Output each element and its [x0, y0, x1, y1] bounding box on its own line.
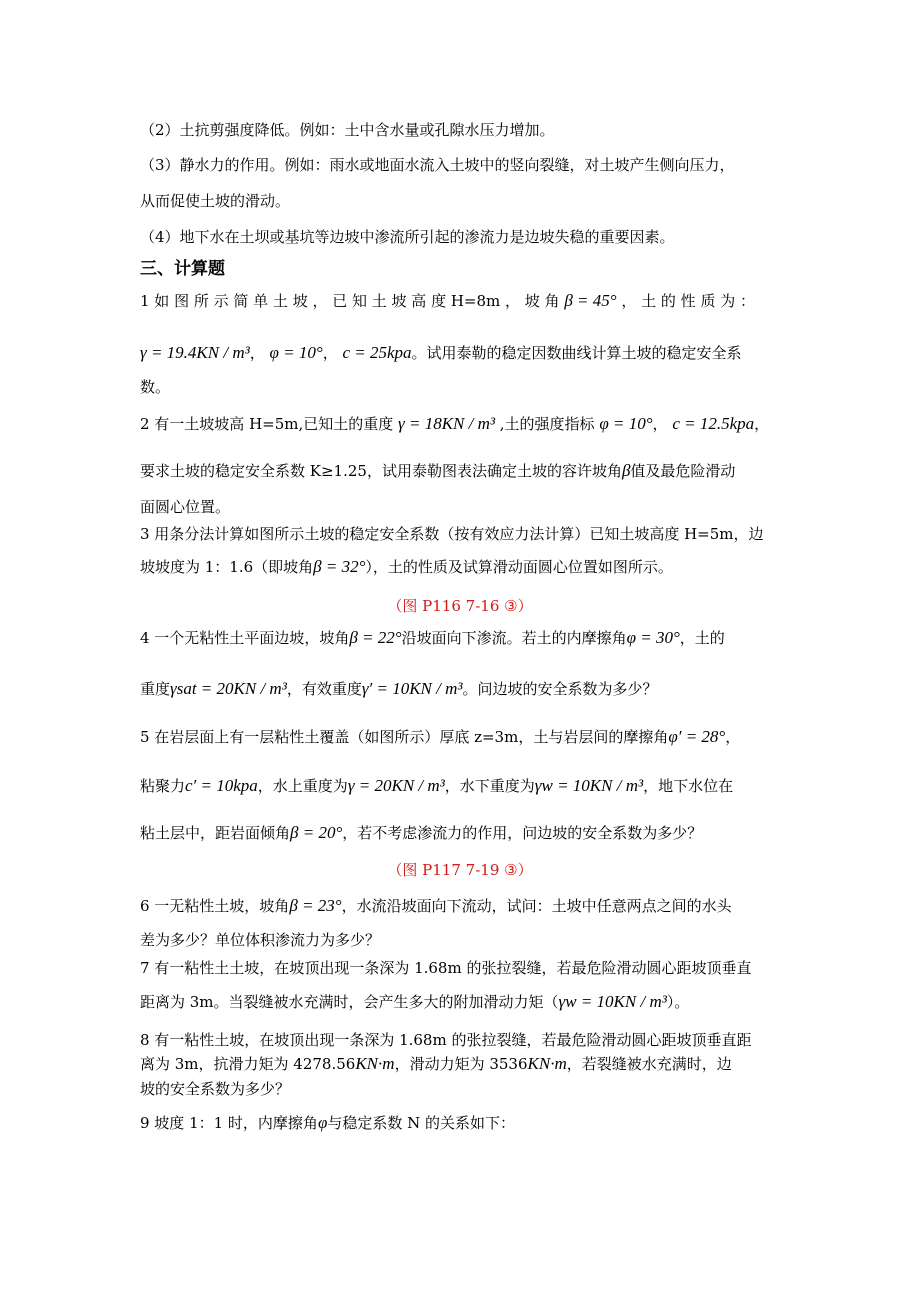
paragraph-3-line-2: 从而促使土坡的滑动。 — [140, 192, 291, 210]
q2-text-2: ,土的强度指标 — [499, 415, 595, 433]
q1-line-3: 数。 — [140, 378, 171, 396]
q2-phi: φ = 10° — [599, 414, 653, 433]
q2-text-1: 2 有一土坡坡高 H=5m,已知土的重度 — [140, 415, 394, 433]
q5-text-6: 粘土层中，距岩面倾角 — [140, 824, 291, 842]
q8-text-2: ，滑动力矩为 3536 — [394, 1055, 528, 1073]
q6-text-1: 6 一无粘性土坡，坡角 — [140, 897, 290, 915]
q4-gamma-sat: γsat = 20KN / m³ — [170, 679, 287, 698]
q3-line-2 — [140, 557, 673, 577]
q7-line-1: 7 有一粘性土土坡，在坡顶出现一条深为 1.68m 的张拉裂缝，若最危险滑动圆心距坡顶垂直 — [140, 959, 752, 977]
q5-text-2: 粘聚力 — [140, 777, 186, 795]
q8-line-2 — [140, 1054, 732, 1074]
q7-gamma-w: γw = 10KN / m³ — [558, 992, 667, 1011]
q8-unit-2: KN·m — [527, 1054, 567, 1073]
q5-line-2 — [140, 776, 733, 796]
q4-text-5: ，有效重度 — [286, 680, 362, 698]
paragraph-4: （4）地下水在土坝或基坑等边坡中渗流所引起的渗流力是边坡失稳的重要因素。 — [140, 228, 675, 246]
q8-line-1: 8 有一粘性土坡，在坡顶出现一条深为 1.68m 的张拉裂缝，若最危险滑动圆心距坡顶垂直距 — [140, 1031, 752, 1049]
q1-text-2: ， 土 的 性 质 为 ： — [621, 292, 755, 310]
q7-text-1: 距离为 3m。当裂缝被水充满时，会产生多大的附加滑动力矩（ — [140, 993, 559, 1011]
q3-beta: β = 32° — [313, 557, 366, 576]
q1-c: c = 25kpa — [342, 343, 412, 362]
q5-gamma-w: γw = 10KN / m³ — [534, 776, 644, 795]
q2-line-2 — [140, 461, 735, 481]
q5-line-1: 5 在岩层面上有一层粘性土覆盖（如图所示）厚底 z=3m，土与岩层间的摩擦角φ′ = 28°， — [140, 727, 741, 746]
q4-text-1: 4 一个无粘性土平面边坡，坡角 — [140, 629, 350, 647]
q5-gamma: γ = 20KN / m³ — [347, 776, 445, 795]
q8-line-3: 坡的安全系数为多少？ — [140, 1080, 291, 1098]
q9-phi: φ — [317, 1113, 328, 1132]
q2-beta: β — [621, 461, 631, 480]
q3-text-1: 坡坡度为 1：1.6（即坡角 — [140, 558, 314, 576]
q2-line-1: 2 有一土坡坡高 H=5m,已知土的重度 γ = 18KN / m³ ,土的强度指标 φ = 10°， c = 12.5kpa， — [140, 414, 770, 433]
q4-line-2 — [140, 679, 658, 699]
q1-beta: β = 45° — [564, 291, 617, 310]
q4-text-6: 。问边坡的安全系数为多少？ — [462, 680, 658, 698]
q4-text-4: 重度 — [140, 680, 171, 698]
q9-text-1: 9 坡度 1：1 时，内摩擦角 — [140, 1114, 318, 1132]
q5-text-7: ，若不考虑渗流力的作用，问边坡的安全系数为多少？ — [342, 824, 703, 842]
q2-line-3: 面圆心位置。 — [140, 498, 231, 516]
q8-text-1: 离为 3m，抗滑力矩为 4278.56 — [140, 1055, 356, 1073]
figure-reference-1: （图 P116 7-16 ③） — [387, 597, 533, 615]
q5-text-4: ，水下重度为 — [444, 777, 535, 795]
q7-text-2: ）。 — [666, 993, 690, 1011]
q4-phi: φ = 30° — [626, 628, 680, 647]
q2-text-3: 要求土坡的稳定安全系数 K≥1.25，试用泰勒图表法确定土坡的容许坡角 — [140, 462, 622, 480]
q6-text-2: ，水流沿坡面向下流动，试问：土坡中任意两点之间的水头 — [341, 897, 732, 915]
section-title: 三、计算题 — [140, 259, 225, 279]
q5-text-1: 5 在岩层面上有一层粘性土覆盖（如图所示）厚底 z=3m，土与岩层间的摩擦角 — [140, 728, 669, 746]
q9-text-2: 与稳定系数 N 的关系如下： — [327, 1114, 516, 1132]
q2-text-4: 值及最危险滑动 — [630, 462, 736, 480]
paragraph-3-line-1: （3）静水力的作用。例如：雨水或地面水流入土坡中的竖向裂缝，对土坡产生侧向压力， — [140, 156, 735, 174]
paragraph-2: （2）土抗剪强度降低。例如：土中含水量或孔隙水压力增加。 — [140, 121, 555, 139]
q6-beta: β = 23° — [289, 896, 342, 915]
q5-line-3 — [140, 823, 702, 843]
q6-line-2: 差为多少？单位体积渗流力为多少？ — [140, 931, 381, 949]
q3-line-1: 3 用条分法计算如图所示土坡的稳定安全系数（按有效应力法计算）已知土坡高度 H=5m，边 — [140, 525, 764, 543]
q1-text-3: 。试用泰勒的稳定因数曲线计算土坡的稳定安全系 — [411, 344, 742, 362]
q8-unit-1: KN·m — [355, 1054, 395, 1073]
q3-text-2: ），土的性质及试算滑动面圆心位置如图所示。 — [365, 558, 673, 576]
q4-line-1 — [140, 628, 725, 648]
q4-text-2: 沿坡面向下渗流。若土的内摩擦角 — [401, 629, 627, 647]
q4-text-3: ，土的 — [679, 629, 725, 647]
q8-text-3: ，若裂缝被水充满时，边 — [566, 1055, 732, 1073]
q5-text-3: ，水上重度为 — [257, 777, 348, 795]
q5-text-5: ，地下水位在 — [643, 777, 734, 795]
q6-line-1 — [140, 896, 732, 916]
q1-gamma: γ = 19.4KN / m³ — [140, 343, 250, 362]
q2-gamma: γ = 18KN / m³ — [398, 414, 495, 433]
q1-phi: φ = 10° — [269, 343, 323, 362]
q4-gamma-prime: γ′ = 10KN / m³ — [361, 679, 463, 698]
figure-reference-2: （图 P117 7-19 ③） — [387, 861, 533, 879]
q2-c: c = 12.5kpa — [672, 414, 755, 433]
q9-line-1 — [140, 1113, 515, 1133]
q5-beta: β = 20° — [290, 823, 343, 842]
q7-line-2 — [140, 992, 689, 1012]
q4-beta: β = 22° — [349, 628, 402, 647]
q1-text-1: 1 如 图 所 示 简 单 土 坡 ， 已 知 土 坡 高 度 H=8m ， 坡 角 — [140, 292, 560, 310]
q5-phi: φ′ = 28° — [668, 727, 726, 746]
q1-line-1 — [140, 291, 755, 311]
q5-c: c′ = 10kpa — [185, 776, 258, 795]
q1-line-2: γ = 19.4KN / m³， φ = 10°， c = 25kpa。试用泰勒的稳定因数曲线计算土坡的稳定安全系 — [140, 343, 742, 362]
